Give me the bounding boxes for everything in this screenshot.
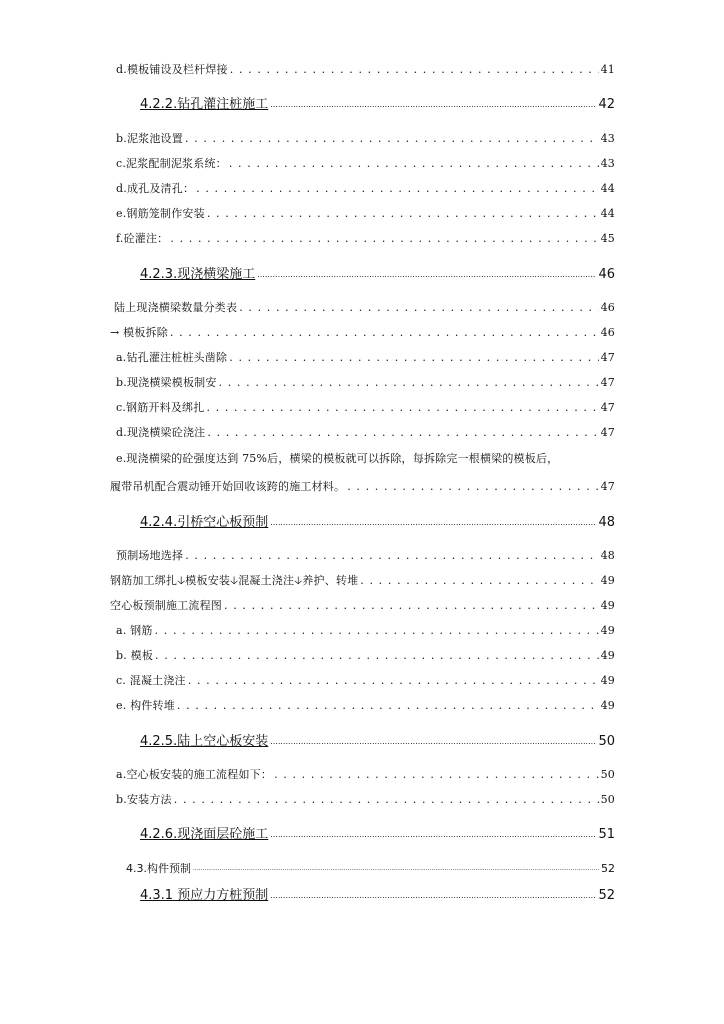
dot-leader (219, 375, 599, 391)
toc-entry-title: d.现浇横梁砼浇注 (116, 426, 206, 439)
toc-entry-page: 50 (600, 793, 615, 806)
dot-leader (229, 156, 599, 172)
toc-entry-page: 47 (600, 480, 615, 493)
toc-entry[interactable] (116, 181, 615, 197)
toc-entry-title: a.钻孔灌注桩桩头凿除 (116, 351, 228, 364)
toc-heading[interactable] (140, 514, 615, 532)
toc-heading-page: 50 (598, 734, 615, 749)
dot-leader (360, 573, 598, 589)
toc-entry[interactable] (116, 648, 615, 664)
toc-entry-title: a.空心板安装的施工流程如下： (116, 768, 273, 781)
toc-heading-title: 4.2.2.钻孔灌注桩施工 (140, 97, 269, 112)
toc-entry-title: e. 构件转堆 (116, 699, 175, 712)
dot-leader (224, 598, 599, 614)
toc-entry-title: 钢筋加工绑扎🡣模板安装🡣混凝土浇注🡣养护、转堆 (110, 574, 359, 587)
toc-entry-title: 陆上现浇横梁数量分类表 (114, 301, 238, 314)
dot-leader (239, 300, 598, 316)
toc-heading-title: 4.2.3.现浇横梁施工 (140, 267, 256, 282)
toc-entry[interactable] (110, 325, 615, 341)
toc-entry[interactable] (116, 131, 615, 147)
toc-entry-page: 49 (600, 699, 615, 712)
toc-entry-page: 49 (600, 624, 615, 637)
toc-heading-title: 4.2.6.现浇面层砼施工 (140, 827, 269, 842)
dot-leader (206, 400, 598, 416)
dot-leader (170, 325, 599, 341)
toc-entry[interactable] (110, 479, 615, 495)
dot-leader (155, 648, 599, 664)
dot-leader (230, 62, 599, 78)
toc-entry[interactable] (116, 206, 615, 222)
toc-entry[interactable] (116, 350, 615, 366)
toc-entry-page: 44 (600, 207, 615, 220)
toc-entry-title: 履带吊机配合震动锤开始回收该跨的施工材料。 (110, 480, 346, 493)
dot-leader (174, 792, 599, 808)
toc-entry[interactable] (116, 400, 615, 416)
toc-entry-page: 46 (600, 326, 615, 339)
toc-entry-title: 预制场地选择 (116, 549, 184, 562)
dot-leader (185, 131, 599, 147)
toc-heading-page: 48 (598, 515, 615, 530)
toc-entry-title: d.成孔及清孔： (116, 182, 195, 195)
toc-entry-title: c.泥浆配制泥浆系统： (116, 157, 227, 170)
toc-entry-page: 44 (600, 182, 615, 195)
dot-leader (270, 514, 596, 532)
toc-heading[interactable] (140, 266, 615, 284)
toc-entry[interactable] (110, 598, 615, 614)
dot-leader (188, 673, 599, 689)
toc-entry-title: b.泥浆池设置 (116, 132, 183, 145)
toc-entry[interactable] (114, 300, 615, 316)
toc-entry[interactable] (116, 698, 615, 714)
toc-heading-title: 4.3.构件预制 (126, 862, 191, 875)
toc-entry-line[interactable] (116, 451, 615, 467)
toc-entry-title: b.现浇横梁模板制安 (116, 376, 217, 389)
toc-entry-page: 49 (600, 674, 615, 687)
toc-heading-page: 52 (601, 862, 615, 875)
dot-leader (270, 96, 596, 114)
toc-entry-page: 46 (600, 301, 615, 314)
toc-entry-title: d.模板铺设及栏杆焊接 (116, 63, 228, 76)
dot-leader (229, 350, 598, 366)
toc-entry-title: c. 混凝土浇注 (116, 674, 186, 687)
toc-entry-title: a. 钢筋 (116, 624, 153, 637)
dot-leader (257, 266, 596, 284)
toc-entry[interactable] (116, 767, 615, 783)
dot-leader (270, 887, 596, 905)
toc-entry[interactable] (116, 548, 615, 564)
dot-leader (193, 860, 599, 878)
toc-heading-page: 46 (598, 267, 615, 282)
toc-entry-page: 49 (600, 574, 615, 587)
toc-entry-title: b. 模板 (116, 649, 154, 662)
toc-heading[interactable] (140, 826, 615, 844)
toc-entry-title: → 模板拆除 (110, 326, 168, 339)
toc-entry[interactable] (116, 623, 615, 639)
toc-heading-title: 4.3.1 预应力方桩预制 (140, 888, 269, 903)
toc-entry[interactable] (116, 375, 615, 391)
toc-heading-title: 4.2.4.引桥空心板预制 (140, 515, 269, 530)
toc-heading[interactable] (126, 860, 615, 878)
toc-entry-page: 41 (600, 63, 615, 76)
toc-entry-title: b.安装方法 (116, 793, 172, 806)
toc-entry-title: c.钢筋开料及绑扎 (116, 401, 205, 414)
dot-leader (155, 623, 599, 639)
toc-entry[interactable] (116, 425, 615, 441)
toc-entry[interactable] (116, 62, 615, 78)
toc-entry-title: e.现浇横梁的砼强度达到 75%后，横梁的模板就可以拆除，每拆除完一根横梁的模板后， (116, 452, 559, 465)
toc-heading[interactable] (140, 733, 615, 751)
toc-heading-page: 52 (598, 888, 615, 903)
toc-entry-page: 43 (600, 132, 615, 145)
toc-entry-page: 47 (600, 426, 615, 439)
toc-entry-title: 空心板预制施工流程图 (110, 599, 222, 612)
toc-entry-title: f.砼灌注： (116, 232, 169, 245)
dot-leader (207, 425, 598, 441)
dot-leader (196, 181, 598, 197)
dot-leader (185, 548, 598, 564)
dot-leader (170, 231, 598, 247)
toc-entry[interactable] (116, 673, 615, 689)
toc-heading-page: 51 (598, 827, 615, 842)
toc-heading-title: 4.2.5.陆上空心板安装 (140, 734, 269, 749)
toc-entry-page: 50 (600, 768, 615, 781)
dot-leader (177, 698, 599, 714)
toc-entry-title: e.钢筋笼制作安装 (116, 207, 205, 220)
dot-leader (270, 826, 596, 844)
dot-leader (347, 479, 598, 495)
dot-leader (274, 767, 599, 783)
toc-entry[interactable] (116, 792, 615, 808)
dot-leader (270, 733, 596, 751)
toc-heading-page: 42 (598, 97, 615, 112)
toc-entry-page: 48 (600, 549, 615, 562)
toc-entry-page: 49 (600, 599, 615, 612)
toc-entry[interactable] (110, 573, 615, 589)
toc-entry-page: 47 (600, 376, 615, 389)
toc-heading[interactable] (140, 96, 615, 114)
toc-entry-page: 47 (600, 401, 615, 414)
dot-leader (207, 206, 599, 222)
toc-heading[interactable] (140, 887, 615, 905)
toc-entry-page: 43 (600, 157, 615, 170)
toc-entry-page: 45 (600, 232, 615, 245)
toc-entry[interactable] (116, 156, 615, 172)
toc-entry-page: 49 (600, 649, 615, 662)
toc-entry-page: 47 (600, 351, 615, 364)
toc-entry[interactable] (116, 231, 615, 247)
